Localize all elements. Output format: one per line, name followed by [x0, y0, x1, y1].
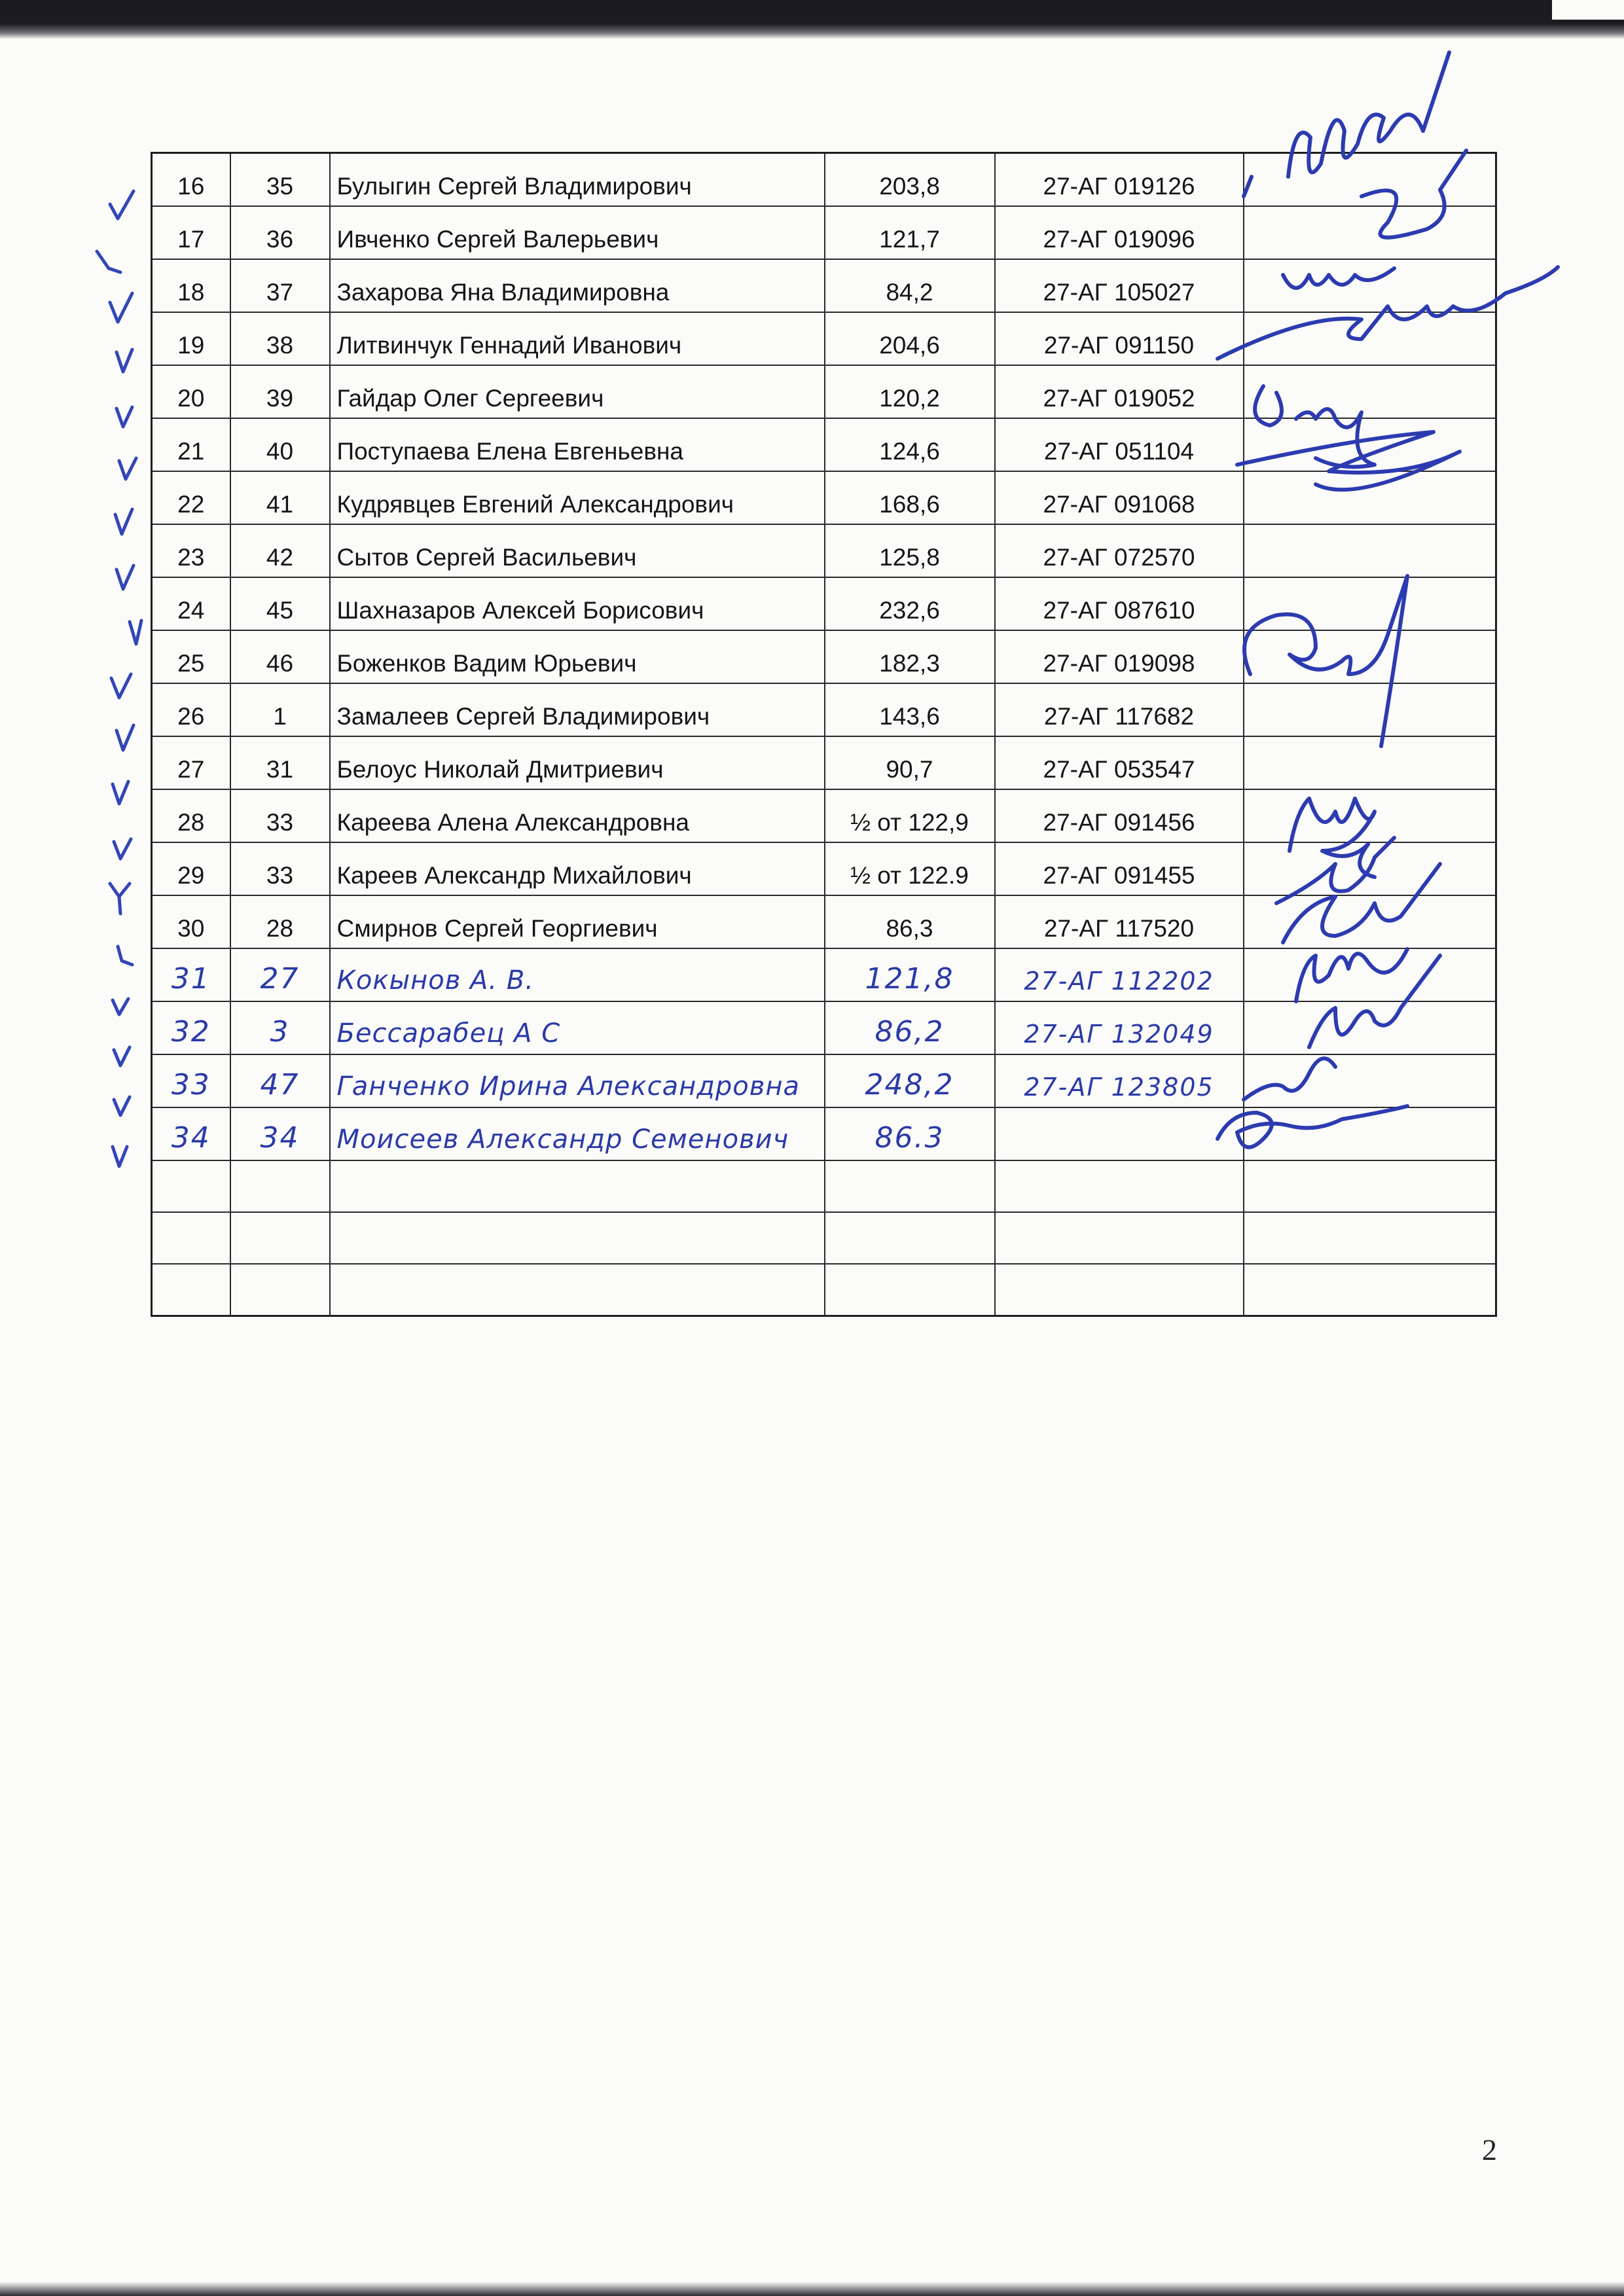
- cell-name: [330, 206, 825, 259]
- cell-num-text: 28: [177, 809, 205, 836]
- empty-cell: [230, 1160, 330, 1212]
- empty-cell: [152, 1212, 230, 1264]
- check-mark-row-18: [110, 293, 132, 322]
- cell-signature: [1244, 895, 1496, 948]
- cell-apt: [230, 471, 330, 524]
- cell-apt: [230, 1107, 330, 1160]
- cell-signature: [1244, 1107, 1496, 1160]
- cell-signature: [1244, 312, 1496, 365]
- cell-apt: [230, 895, 330, 948]
- cell-apt: [230, 259, 330, 312]
- cell-area: [825, 1107, 995, 1160]
- cell-name-text: Поступаева Елена Евгеньевна: [336, 438, 684, 465]
- cell-cert: [995, 948, 1244, 1001]
- cell-cert-text: 27-АГ 053547: [1043, 756, 1195, 783]
- check-mark-row-21: [119, 458, 136, 479]
- cell-num-text: 29: [177, 862, 205, 889]
- cell-signature: [1244, 1054, 1496, 1107]
- cell-num-text: 22: [177, 491, 205, 518]
- cell-area-text: 86,3: [886, 915, 933, 942]
- cell-signature: [1244, 418, 1496, 471]
- cell-name: [330, 1107, 825, 1160]
- cell-name: [330, 736, 825, 789]
- cell-num: [152, 842, 230, 895]
- cell-area-text: 121,7: [879, 226, 940, 253]
- cell-num: [152, 895, 230, 948]
- cell-num: [152, 683, 230, 736]
- cell-name-text: Кудрявцев Евгений Александрович: [336, 491, 734, 518]
- cell-signature: [1244, 948, 1496, 1001]
- cell-cert-text: 27-АГ 072570: [1043, 544, 1195, 571]
- handwritten-row: [152, 948, 1496, 1001]
- cell-name-text: Кареев Александр Михайлович: [336, 862, 692, 889]
- cell-signature: [1244, 736, 1496, 789]
- cell-signature: [1244, 789, 1496, 842]
- cell-apt-text: 35: [266, 173, 294, 200]
- cell-signature: [1244, 842, 1496, 895]
- cell-area-text: 203,8: [879, 173, 940, 200]
- cell-cert-text: 27-АГ 019126: [1043, 173, 1195, 200]
- cell-area: [825, 630, 995, 683]
- check-mark-row-25: [111, 674, 131, 698]
- cell-area: [825, 418, 995, 471]
- cell-cert: [995, 577, 1244, 630]
- cell-num-text: 33: [171, 1068, 211, 1102]
- cell-cert-text: 27-АГ 117520: [1043, 915, 1195, 942]
- cell-name-text: Литвинчук Геннадий Иванович: [336, 332, 682, 359]
- cell-apt-text: 39: [266, 385, 294, 412]
- check-mark-row-17: [97, 251, 120, 272]
- empty-cell: [995, 1160, 1244, 1212]
- check-mark-row-24: [130, 620, 141, 644]
- cell-name-text: Ивченко Сергей Валерьевич: [336, 226, 659, 253]
- cell-cert-text: 27-АГ 091455: [1043, 862, 1195, 889]
- cell-cert: [995, 1054, 1244, 1107]
- empty-cell: [1244, 1264, 1496, 1316]
- owners-table-body: [152, 153, 1496, 1316]
- owners-table: [151, 152, 1497, 1317]
- cell-cert: [995, 312, 1244, 365]
- table-row: [152, 471, 1496, 524]
- cell-area: [825, 842, 995, 895]
- cell-signature: [1244, 471, 1496, 524]
- cell-cert-text: 27-АГ 019098: [1043, 650, 1195, 677]
- empty-cell: [1244, 1160, 1496, 1212]
- cell-name-text: Кареева Алена Александровна: [336, 809, 689, 836]
- cell-cert-text: 27-АГ 019096: [1043, 226, 1195, 253]
- cell-num: [152, 365, 230, 418]
- cell-num-text: 24: [177, 597, 205, 624]
- handwritten-row: [152, 1054, 1496, 1107]
- cell-cert: [995, 842, 1244, 895]
- cell-apt: [230, 206, 330, 259]
- check-mark-row-22: [115, 509, 132, 534]
- empty-cell: [330, 1160, 825, 1212]
- cell-cert: [995, 365, 1244, 418]
- empty-row: [152, 1212, 1496, 1264]
- empty-cell: [152, 1160, 230, 1212]
- empty-cell: [152, 1264, 230, 1316]
- cell-cert: [995, 153, 1244, 207]
- cell-apt: [230, 789, 330, 842]
- table-row: [152, 683, 1496, 736]
- cell-apt-text: 3: [270, 1015, 290, 1049]
- cell-num-text: 23: [177, 544, 205, 571]
- table-row: [152, 736, 1496, 789]
- table-row: [152, 789, 1496, 842]
- cell-apt-text: 31: [266, 756, 294, 783]
- cell-apt: [230, 1001, 330, 1054]
- empty-cell: [1244, 1212, 1496, 1264]
- cell-name-text: Булыгин Сергей Владимирович: [336, 173, 692, 200]
- cell-cert: [995, 789, 1244, 842]
- cell-apt: [230, 365, 330, 418]
- cell-area: [825, 259, 995, 312]
- check-mark-row-34: [113, 1147, 127, 1166]
- table-row: [152, 895, 1496, 948]
- empty-cell: [825, 1212, 995, 1264]
- cell-name: [330, 842, 825, 895]
- cell-cert-text: 27-АГ 087610: [1043, 597, 1195, 624]
- cell-signature: [1244, 524, 1496, 577]
- check-mark-row-20: [117, 407, 132, 427]
- cell-name: [330, 259, 825, 312]
- empty-cell: [330, 1264, 825, 1316]
- cell-name-text: Шахназаров Алексей Борисович: [336, 597, 704, 624]
- cell-area: [825, 206, 995, 259]
- cell-area: [825, 524, 995, 577]
- cell-area: [825, 153, 995, 207]
- handwritten-row: [152, 1107, 1496, 1160]
- cell-name: [330, 418, 825, 471]
- cell-num: [152, 206, 230, 259]
- cell-area: [825, 365, 995, 418]
- cell-cert: [995, 259, 1244, 312]
- cell-num-text: 18: [177, 279, 205, 306]
- cell-apt-text: 33: [266, 862, 294, 889]
- scan-edge-bottom: [0, 2282, 1624, 2296]
- cell-num-text: 31: [171, 962, 211, 996]
- cell-signature: [1244, 683, 1496, 736]
- cell-area-text: 86,2: [875, 1015, 945, 1049]
- check-mark-row-19: [117, 350, 132, 372]
- scan-edge-top: [0, 0, 1624, 39]
- cell-name-text: Бессарабец А С: [336, 1018, 561, 1049]
- cell-name: [330, 948, 825, 1001]
- cell-name: [330, 1054, 825, 1107]
- cell-cert: [995, 1001, 1244, 1054]
- cell-area-text: 168,6: [879, 491, 940, 518]
- cell-apt: [230, 1054, 330, 1107]
- cell-area-text: 121,8: [865, 962, 954, 996]
- check-mark-row-23: [117, 565, 134, 589]
- cell-cert-text: 27-АГ 051104: [1043, 438, 1195, 465]
- cell-apt-text: 33: [266, 809, 294, 836]
- cell-apt-text: 37: [266, 279, 294, 306]
- cell-num-text: 32: [171, 1015, 211, 1049]
- cell-signature: [1244, 365, 1496, 418]
- cell-num-text: 16: [177, 173, 205, 200]
- cell-name-text: Захарова Яна Владимировна: [336, 279, 670, 306]
- cell-name: [330, 365, 825, 418]
- cell-cert: [995, 736, 1244, 789]
- cell-area: [825, 577, 995, 630]
- cell-num-text: 19: [177, 332, 205, 359]
- cell-cert: [995, 471, 1244, 524]
- cell-cert-text: 27-АГ 019052: [1043, 385, 1195, 412]
- cell-apt: [230, 524, 330, 577]
- cell-apt-text: 27: [260, 962, 300, 996]
- cell-area-text: 143,6: [879, 703, 940, 730]
- cell-num-text: 27: [177, 756, 205, 783]
- cell-area-text: 90,7: [886, 756, 933, 783]
- cell-name: [330, 471, 825, 524]
- check-mark-row-27: [113, 781, 128, 804]
- cell-apt: [230, 842, 330, 895]
- table-row: [152, 259, 1496, 312]
- cell-name-text: Смирнов Сергей Георгиевич: [336, 915, 658, 942]
- cell-cert-text: 27-АГ 091456: [1043, 809, 1195, 836]
- cell-apt-text: 46: [266, 650, 294, 677]
- cell-area-text: 204,6: [879, 332, 940, 359]
- cell-area: [825, 471, 995, 524]
- cell-apt: [230, 577, 330, 630]
- empty-row: [152, 1264, 1496, 1316]
- table-row: [152, 842, 1496, 895]
- check-mark-row-29: [110, 884, 130, 914]
- cell-name: [330, 789, 825, 842]
- cell-cert: [995, 683, 1244, 736]
- handwritten-row: [152, 1001, 1496, 1054]
- empty-cell: [230, 1264, 330, 1316]
- cell-cert-text: 27-АГ 112202: [1024, 967, 1214, 996]
- table-row: [152, 577, 1496, 630]
- cell-cert-text: 27-АГ 105027: [1043, 279, 1195, 306]
- table-row: [152, 524, 1496, 577]
- cell-num-text: 25: [177, 650, 205, 677]
- cell-signature: [1244, 206, 1496, 259]
- cell-area-text: 125,8: [879, 544, 940, 571]
- cell-num: [152, 1054, 230, 1107]
- cell-area: [825, 683, 995, 736]
- cell-area-text: 232,6: [879, 597, 940, 624]
- cell-area-text: 86.3: [875, 1121, 945, 1155]
- cell-area: [825, 736, 995, 789]
- cell-signature: [1244, 577, 1496, 630]
- cell-num-text: 20: [177, 385, 205, 412]
- empty-cell: [995, 1264, 1244, 1316]
- cell-num: [152, 418, 230, 471]
- cell-area-text: ½ от 122.9: [850, 862, 969, 889]
- cell-num-text: 30: [177, 915, 205, 942]
- cell-num: [152, 736, 230, 789]
- table-row: [152, 418, 1496, 471]
- cell-apt-text: 38: [266, 332, 294, 359]
- cell-cert: [995, 1107, 1244, 1160]
- cell-area: [825, 1001, 995, 1054]
- cell-num: [152, 312, 230, 365]
- cell-area-text: 124,6: [879, 438, 940, 465]
- cell-area: [825, 1054, 995, 1107]
- cell-cert-text: 27-АГ 117682: [1043, 703, 1195, 730]
- cell-num: [152, 153, 230, 207]
- cell-num: [152, 948, 230, 1001]
- cell-cert-text: 27-АГ 123805: [1024, 1073, 1214, 1102]
- cell-num: [152, 471, 230, 524]
- cell-name-text: Белоус Николай Дмитриевич: [336, 756, 664, 783]
- cell-signature: [1244, 153, 1496, 207]
- cell-name: [330, 683, 825, 736]
- cell-apt-text: 40: [266, 438, 294, 465]
- cell-cert: [995, 418, 1244, 471]
- cell-area-text: 182,3: [879, 650, 940, 677]
- table-row: [152, 312, 1496, 365]
- cell-apt: [230, 312, 330, 365]
- cell-apt: [230, 736, 330, 789]
- cell-signature: [1244, 630, 1496, 683]
- cell-name-text: Моисеев Александр Семенович: [336, 1124, 789, 1155]
- cell-signature: [1244, 1001, 1496, 1054]
- check-mark-row-16: [110, 191, 134, 219]
- cell-num: [152, 789, 230, 842]
- empty-cell: [330, 1212, 825, 1264]
- cell-apt: [230, 418, 330, 471]
- cell-apt-text: 1: [273, 703, 287, 730]
- cell-area: [825, 948, 995, 1001]
- cell-area: [825, 312, 995, 365]
- cell-num-text: 17: [177, 226, 205, 253]
- cell-name: [330, 153, 825, 207]
- empty-cell: [995, 1212, 1244, 1264]
- cell-cert: [995, 895, 1244, 948]
- cell-num: [152, 524, 230, 577]
- cell-cert-text: 27-АГ 132049: [1024, 1020, 1214, 1049]
- cell-name: [330, 630, 825, 683]
- cell-apt-text: 42: [266, 544, 294, 571]
- cell-apt-text: 45: [266, 597, 294, 624]
- cell-name-text: Кокынов А. В.: [336, 965, 534, 996]
- cell-num: [152, 1001, 230, 1054]
- cell-cert-text: 27-АГ 091068: [1043, 491, 1195, 518]
- cell-name-text: Сытов Сергей Васильевич: [336, 544, 637, 571]
- cell-apt-text: 34: [260, 1121, 300, 1155]
- check-mark-row-31: [113, 999, 128, 1014]
- cell-name: [330, 895, 825, 948]
- check-mark-row-32: [114, 1047, 130, 1066]
- cell-apt: [230, 683, 330, 736]
- cell-cert: [995, 630, 1244, 683]
- check-mark-row-33: [114, 1097, 130, 1115]
- empty-cell: [825, 1264, 995, 1316]
- page-number: 2: [1482, 2133, 1497, 2166]
- cell-num-text: 34: [171, 1121, 211, 1155]
- check-mark-row-26: [117, 725, 134, 750]
- cell-area-text: 84,2: [886, 279, 933, 306]
- empty-cell: [825, 1160, 995, 1212]
- cell-num: [152, 1107, 230, 1160]
- cell-name: [330, 577, 825, 630]
- cell-cert: [995, 524, 1244, 577]
- cell-cert-text: 27-АГ 091150: [1043, 332, 1195, 359]
- check-mark-row-28: [114, 839, 131, 859]
- cell-name-text: Замалеев Сергей Владимирович: [336, 703, 710, 730]
- cell-area: [825, 789, 995, 842]
- cell-num: [152, 259, 230, 312]
- cell-apt-text: 28: [266, 915, 294, 942]
- cell-name-text: Гайдар Олег Сергеевич: [336, 385, 604, 412]
- cell-num-text: 26: [177, 703, 205, 730]
- cell-name: [330, 524, 825, 577]
- empty-row: [152, 1160, 1496, 1212]
- cell-cert: [995, 206, 1244, 259]
- table-row: [152, 153, 1496, 207]
- check-mark-row-30: [118, 946, 132, 965]
- cell-apt: [230, 153, 330, 207]
- cell-num: [152, 577, 230, 630]
- cell-name-text: Боженков Вадим Юрьевич: [336, 650, 637, 677]
- cell-apt: [230, 948, 330, 1001]
- table-row: [152, 365, 1496, 418]
- cell-area-text: ½ от 122,9: [850, 809, 969, 836]
- cell-num-text: 21: [177, 438, 205, 465]
- cell-apt-text: 41: [266, 491, 294, 518]
- cell-area-text: 120,2: [879, 385, 940, 412]
- cell-name-text: Ганченко Ирина Александровна: [336, 1071, 800, 1102]
- scan-edge-top-right: [1552, 0, 1624, 20]
- cell-name: [330, 312, 825, 365]
- cell-num: [152, 630, 230, 683]
- cell-apt-text: 36: [266, 226, 294, 253]
- table-row: [152, 206, 1496, 259]
- table-row: [152, 630, 1496, 683]
- cell-area-text: 248,2: [865, 1068, 954, 1102]
- cell-name: [330, 1001, 825, 1054]
- empty-cell: [230, 1212, 330, 1264]
- cell-signature: [1244, 259, 1496, 312]
- cell-area: [825, 895, 995, 948]
- cell-apt: [230, 630, 330, 683]
- cell-cert-text: [996, 1155, 1243, 1160]
- cell-apt-text: 47: [260, 1068, 300, 1102]
